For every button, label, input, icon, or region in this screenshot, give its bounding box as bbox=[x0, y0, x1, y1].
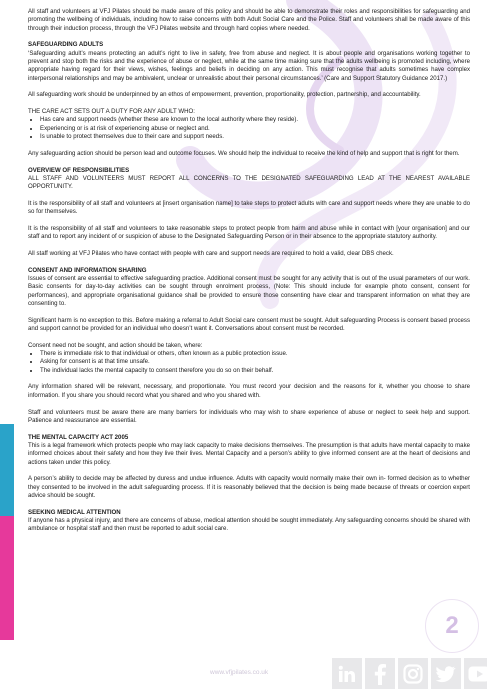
care-act-list bbox=[28, 116, 470, 141]
section-heading-medical: SEEKING MEDICAL ATTENTION bbox=[28, 508, 121, 516]
section-heading-consent: CONSENT AND INFORMATION SHARING bbox=[28, 266, 147, 274]
instagram-icon[interactable] bbox=[398, 658, 428, 689]
page-number: 2 bbox=[445, 612, 459, 639]
consent-not-sought-intro: Consent need not be sought, and action should be taken, where: bbox=[28, 341, 203, 349]
responsibility-paragraph: It is the responsibility of all staff and volunteers at [insert organisation name] to take steps to protect adults with care and support needs where they are unable to do so for themselves. bbox=[28, 199, 470, 216]
consent-paragraph: Any information shared will be relevant, necessary, and proportionate. You must record your decision and the reasons for it, whether you choose to share information. If you share you should record what you shared and who you shared with. bbox=[28, 383, 470, 399]
sidebar-strip-pink bbox=[0, 516, 14, 640]
list-item: • The individual lacks the mental capacity to consent therefore you do so on their behalf. bbox=[40, 367, 470, 375]
list-item: • There is immediate risk to that individual or others, often known as a public protection issue. bbox=[40, 350, 470, 358]
list-item: • Asking for consent is at that time unsafe. bbox=[40, 358, 470, 366]
all-staff-notice: ALL STAFF AND VOLUNTEERS MUST REPORT ALL CONCERNS TO THE DESIGNATED SAFEGUARDING LEAD AT THE NEAREST AVAILABLE OPPORTUNITY. bbox=[28, 174, 470, 191]
facebook-icon[interactable] bbox=[365, 658, 395, 689]
list-item: • Is unable to protect themselves due to their care and support needs. bbox=[40, 133, 470, 141]
social-icons-row bbox=[332, 658, 487, 689]
list-item: • Experiencing or is at risk of experiencing abuse or neglect and. bbox=[40, 125, 470, 133]
dbs-paragraph: All staff working at VFJ Pilates who have contact with people with care and support needs are required to hold a valid, clear DBS check. bbox=[28, 249, 394, 257]
mental-capacity-paragraph: This is a legal framework which protects people who may lack capacity to make decisions themselves. The presumption is that adults have mental capacity to make informed choices about their safety and how they live their lives. Mental Capacity and a person’s ability to give informed consent are at the heart of decisions and actions taken under this policy. bbox=[28, 441, 470, 466]
person-led-paragraph: Any safeguarding action should be person lead and outcome focuses. We should help the individual to receive the kind of help and support that is right for them. bbox=[28, 149, 460, 157]
care-act-intro: THE CARE ACT SETS OUT A DUTY FOR ANY ADULT WHO: bbox=[28, 108, 195, 116]
consent-paragraph: Issues of consent are essential to effective safeguarding practice. Additional consent must be sought for any activity that is out of the usual parameters of our work. Basic consents for day-to-day activities can be sought through enrolment process, (Note: This should include for example photo consent, consent for performances), and appropriate organisational guidance shall be provided to ensure those consenting have clear and transparent information on what they are consenting to. bbox=[28, 275, 470, 308]
footer-website-link[interactable]: www.vfjpilates.co.uk bbox=[210, 669, 269, 676]
list-item: • Has care and support needs (whether these are known to the local authority where they reside). bbox=[40, 116, 470, 124]
sidebar-strip-teal bbox=[0, 424, 14, 516]
consent-paragraph: Staff and volunteers must be aware there are many barriers for individuals who may wish to share experience of abuse or neglect to seek help and support. Patience and reassurance are essential. bbox=[28, 408, 470, 424]
consent-paragraph: Significant harm is no exception to this. Before making a referral to Adult Social care consent must be sought. Adult safeguarding Process is consent based process and support cannot be provided for an individual who doesn’t want it. Conversations about consent must be recorded. bbox=[28, 316, 470, 333]
page-number-badge bbox=[425, 599, 479, 653]
responsibility-paragraph: It is the responsibility of all staff and volunteers to take reasonable steps to protect people from harm and abuse while in contact with [your organisation] and our staff and to report any incident of or suspicion of abuse to the Designated Safeguarding Person or in their absence to the appropriate statutory authority. bbox=[28, 224, 470, 241]
section-heading-mental-capacity: THE MENTAL CAPACITY ACT 2005 bbox=[28, 433, 129, 441]
safeguarding-definition: ‘Safeguarding adult’s means protecting an adult’s right to live in safety, free from abuse and neglect. It is about people and organisations working together to prevent and stop both the risks and the experience of abuse or neglect, while at the same time making sure that the adults wellbeing is promoted including, where appropriate having regard for their views, wishes, feelings and beliefs in deciding on any action. This must recognise that adults sometimes have complex interpersonal relationships and may be ambivalent, unclear or unrealistic about their personal circumstances.’ (Care and Support Statutory Guidance 2017.) bbox=[28, 49, 470, 82]
mental-capacity-paragraph: A person’s ability to decide may be affected by duress and undue influence. Adults with capacity would normally make their own in- formed decision as to whether they consented to be involved in the adult safeguarding process. If it is reasonably believed that the decision is being made because of threats or coercion expert advice should be sought. bbox=[28, 475, 470, 499]
section-heading-responsibilities: OVERVIEW OF RESPONSIBILITIES bbox=[28, 166, 130, 174]
consent-not-sought-list bbox=[28, 350, 470, 375]
intro-paragraph: All staff and volunteers at VFJ Pilates should be made aware of this policy and should be able to demonstrate their roles and responsibilities for safeguarding and promoting the wellbeing of individuals, including how to raise concerns with both Adult Social Care and the Police. Staff and volunteers shall be made aware of this through their induction process, through the VFJ Pilates website and through hard copies where needed. bbox=[28, 8, 470, 32]
twitter-icon[interactable] bbox=[431, 658, 461, 689]
youtube-icon[interactable] bbox=[464, 658, 487, 689]
section-heading-safeguarding-adults: SAFEGUARDING ADULTS bbox=[28, 41, 104, 49]
linkedin-icon[interactable] bbox=[332, 658, 362, 689]
ethos-paragraph: All safeguarding work should be underpinned by an ethos of empowerment, prevention, proportionality, protection, partnership, and accountability. bbox=[28, 91, 421, 99]
medical-paragraph: If anyone has a physical injury, and there are concerns of abuse, medical attention should be sought immediately. Any safeguarding concerns should be shared with ambulance or hospital staff and then must be reported to adult social care. bbox=[28, 516, 470, 533]
policy-content bbox=[28, 8, 470, 542]
